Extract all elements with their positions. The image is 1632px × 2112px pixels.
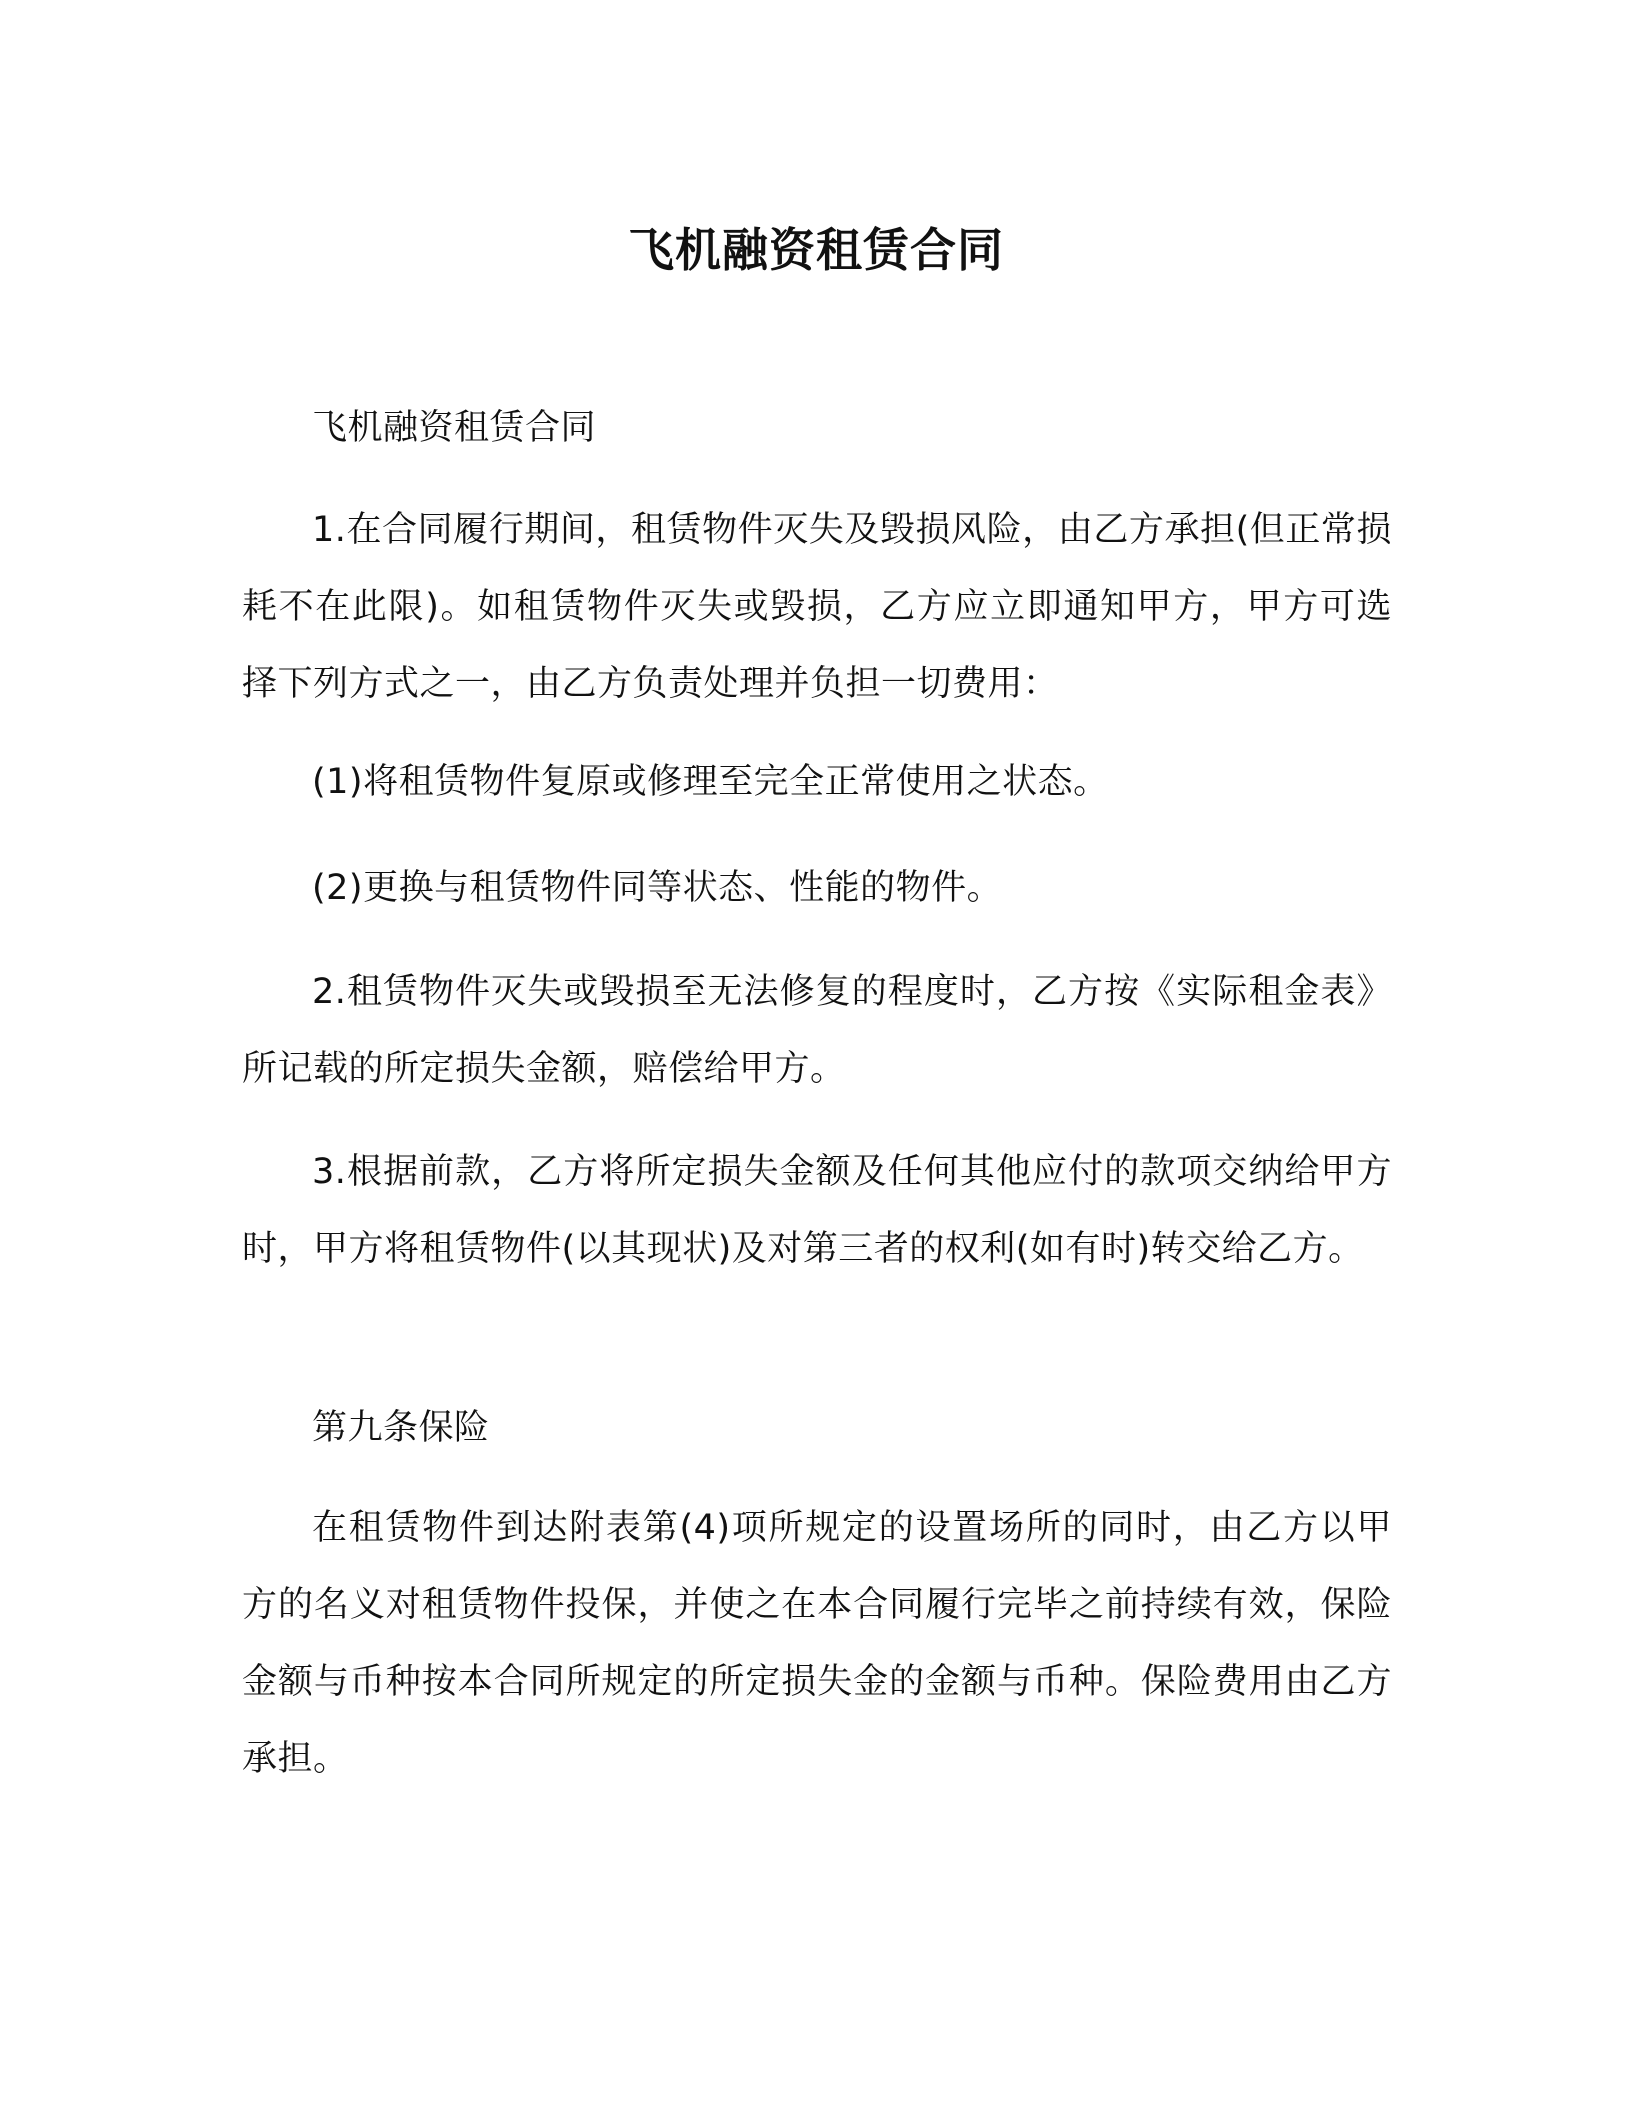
clause-1-option-2: (2)更换与租赁物件同等状态、性能的物件。 xyxy=(312,868,1003,908)
clause-2-paragraph: 2.租赁物件灭失或毁损至无法修复的程度时，乙方按《实际租金表》所记载的所定损失金额，赔偿给甲方。 xyxy=(242,972,1392,1089)
clause-1-option-1: (1)将租赁物件复原或修理至完全正常使用之状态。 xyxy=(312,762,1109,802)
clause-1-paragraph: 1.在合同履行期间，租赁物件灭失及毁损风险，由乙方承担(但正常损耗不在此限)。如租赁物件灭失或毁损，乙方应立即通知甲方，甲方可选择下列方式之一，由乙方负责处理并负担一切费用： xyxy=(242,510,1392,704)
clause-3-paragraph: 3.根据前款，乙方将所定损失金额及任何其他应付的款项交纳给甲方时，甲方将租赁物件(以其现状)及对第三者的权利(如有时)转交给乙方。 xyxy=(242,1152,1392,1269)
contract-subtitle: 飞机融资租赁合同 xyxy=(312,408,597,448)
article-9-heading: 第九条保险 xyxy=(312,1408,490,1448)
article-9-paragraph: 在租赁物件到达附表第(4)项所规定的设置场所的同时，由乙方以甲方的名义对租赁物件投保，并使之在本合同履行完毕之前持续有效，保险金额与币种按本合同所规定的所定损失金的金额与币种。保险费用由乙方承担。 xyxy=(242,1508,1392,1779)
document-title: 飞机融资租赁合同 xyxy=(628,223,1004,277)
